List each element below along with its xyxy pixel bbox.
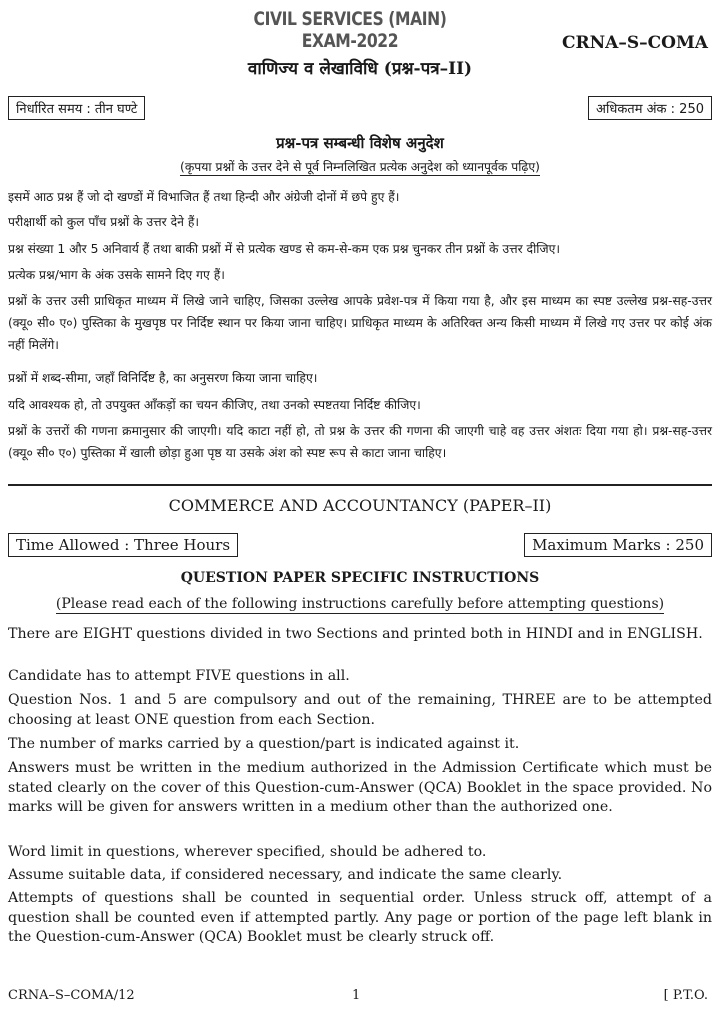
hindi-instruction-7: यदि आवश्यक हो, तो उपयुक्त आँकड़ों का चयन कीजिए, तथा उनको स्पष्टतया निर्दिष्ट कीजिए। — [8, 398, 421, 412]
hindi-instruction-3: प्रश्न संख्या 1 और 5 अनिवार्य हैं तथा बाकी प्रश्नों में से प्रत्येक खण्ड से कम-से-कम एक प्रश्न चुनकर तीन प्रश्नों के उत्तर दीजिए। — [8, 242, 561, 256]
pto-label: [ P.T.O. — [663, 988, 708, 1003]
section-divider — [8, 484, 712, 486]
english-instruction-3: Question Nos. 1 and 5 are compulsory and out of the remaining, THREE are to be attempted choosing at least ONE question from each Section. — [8, 692, 712, 728]
hindi-instruction-2: परीक्षार्थी को कुल पाँच प्रश्नों के उत्तर देने हैं। — [8, 215, 200, 229]
hindi-instruction-6: प्रश्नों में शब्द-सीमा, जहाँ विनिर्दिष्ट है, का अनुसरण किया जाना चाहिए। — [8, 371, 318, 385]
hindi-instruction-4: प्रत्येक प्रश्न/भाग के अंक उसके सामने दिए गए हैं। — [8, 268, 225, 282]
english-instructions-heading: QUESTION PAPER SPECIFIC INSTRUCTIONS — [180, 570, 540, 586]
english-instruction-2: Candidate has to attempt FIVE questions in all. — [8, 668, 350, 684]
hindi-instruction-5: प्रश्नों के उत्तर उसी प्राधिकृत माध्यम में लिखे जाने चाहिए, जिसका उल्लेख आपके प्रवेश-पत्र में किया गया है, और इस माध्यम का स्पष्ट उल्लेख प्रश्न-सह-उत्तर (क्यू० सी० ए०) पुस्तिका के मुखपृष्ठ पर निर्दिष्ट स्थान पर किया जाना चाहिए। प्राधिकृत माध्यम के अतिरिक्त अन्य किसी माध्यम में लिखे गए उत्तर पर कोई अंक नहीं मिलेंगे। — [8, 294, 712, 352]
english-instruction-5: Answers must be written in the medium authorized in the Admission Certificate which must be stated clearly on the cover of this Question-cum-Answer (QCA) Booklet in the space provided. No marks will be given for answers written in a medium other than the authorized one. — [8, 760, 712, 815]
exam-title: CIVIL SERVICES (MAIN) EXAM-2022 — [253, 8, 447, 52]
english-instruction-6: Word limit in questions, wherever specified, should be adhered to. — [8, 844, 487, 860]
english-instruction-7: Assume suitable data, if considered necessary, and indicate the same clearly. — [8, 867, 563, 883]
hindi-marks-box: अधिकतम अंक : 250 — [588, 96, 712, 120]
english-marks-box: Maximum Marks : 250 — [524, 533, 712, 557]
english-instruction-8: Attempts of questions shall be counted in sequential order. Unless struck off, attempt of a question shall be counted even if attempted partly. Any page or portion of the page left blank in the Question-cum-Answer (QCA) Booklet must be clearly struck off. — [8, 890, 712, 945]
footer-code: CRNA–S–COMA/12 — [8, 988, 135, 1003]
hindi-time-box: निर्धारित समय : तीन घण्टे — [8, 96, 145, 120]
english-subject-title: COMMERCE AND ACCOUNTANCY (PAPER–II) — [168, 496, 552, 515]
hindi-subject-title: वाणिज्य व लेखाविधि (प्रश्न-पत्र–II) — [247, 59, 473, 79]
hindi-instruction-8: प्रश्नों के उत्तरों की गणना क्रमानुसार की जाएगी। यदि काटा नहीं हो, तो प्रश्न के उत्तर की गणना की जाएगी चाहे वह उत्तर अंशतः दिया गया हो। प्रश्न-सह-उत्तर (क्यू० सी० ए०) पुस्तिका में खाली छोड़ा हुआ पृष्ठ या उसके अंश को स्पष्ट रूप से काटा जाना चाहिए। — [8, 424, 712, 460]
english-time-box: Time Allowed : Three Hours — [8, 533, 238, 557]
english-instructions-subheading: (Please read each of the following instructions carefully before attempting questions) — [55, 596, 665, 612]
page-number: 1 — [352, 988, 361, 1003]
hindi-instructions-heading: प्रश्न-पत्र सम्बन्धी विशेष अनुदेश — [276, 134, 444, 152]
english-instruction-4: The number of marks carried by a question/part is indicated against it. — [8, 736, 520, 752]
hindi-instruction-1: इसमें आठ प्रश्न हैं जो दो खण्डों में विभाजित हैं तथा हिन्दी और अंग्रेजी दोनों में छपे हुए हैं। — [8, 190, 400, 204]
english-instruction-1: There are EIGHT questions divided in two Sections and printed both in HINDI and in ENGLISH. — [8, 626, 703, 642]
hindi-instructions-subheading: (कृपया प्रश्नों के उत्तर देने से पूर्व निम्नलिखित प्रत्येक अनुदेश को ध्यानपूर्वक पढ़िए) — [180, 160, 540, 174]
paper-code: CRNA–S–COMA — [561, 33, 708, 53]
